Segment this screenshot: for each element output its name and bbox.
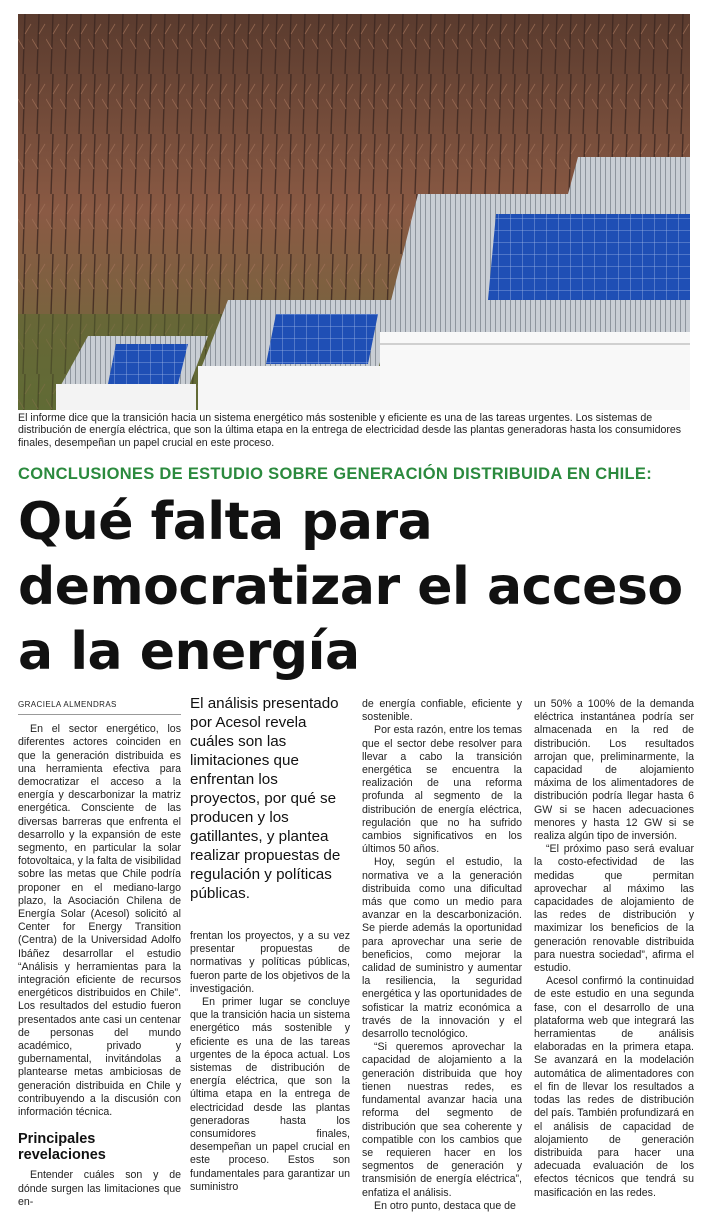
column-1: [18, 698, 181, 1209]
subheading: Principales revelaciones: [18, 1131, 106, 1164]
paragraph: de energía confiable, eficiente y sostenible.: [362, 698, 522, 724]
paragraph: Hoy, según el estudio, la normativa ve a la generación distribuida como una dificultad más que como un medio para avanzar en la descarbonización. Se pierde además la oportunidad para aprovechar una serie de beneficios, como mejorar la calidad de suministro y aumentar la resiliencia, la seguridad energética y las oportunidades de sofisticar la matriz económica a través de la innovación y el desarrollo tecnológico.: [362, 856, 522, 1041]
paragraph: frentan los proyectos, y a su vez presentar propuestas de normativas y políticas públicas, fueron parte de los objetivos de la investigación.: [190, 930, 350, 995]
pull-quote: El análisis presentado por Acesol revela cuáles son las limitaciones que enfrentan los proyectos, por qué se producen y los gatillantes, y plantea realizar propuestas de regulación y políticas públicas.: [190, 695, 341, 902]
paragraph: En el sector energético, los diferentes actores coinciden en que la generación distribuida es una herramienta efectiva para democratizar el acceso a la energía y descarbonizar la matriz energética. Consciente de las diversas barreras que enfrenta el desarrollo y la expansión de este segmento, en particular la solar fotovoltaica, y la falta de visibilidad sobre las metas que Chile podría proponer en el mediano-largo plazo, la Asociación Chilena de Energía Solar (Acesol) solicitó al Center for Energy Transition (Centra) de la Universidad Adolfo Ibáñez desarrollar el estudio “Análisis y herramientas para la integración eficiente de recursos energéticos distribuidos en Chile”. Los resultados del estudio fueron presentados ante casi un centenar de personas del mundo académico, privado y gubernamental, invitándolas a plantearse metas ambiciosas de generación distribuida en Chile y contribuyendo a la discusión con información técnica.: [18, 723, 181, 1119]
paragraph: Acesol confirmó la continuidad de este estudio en una segunda fase, con el desarrollo de una plataforma web que integrará las herramientas de análisis elaboradas en la primera etapa. Se avanzará en la modelación automática de alimentadores con el fin de llevar los resultados a todas las redes de distribución del país. También profundizará en el análisis de capacidad de alojamiento de generación distribuida para hacer una adecuada evaluación de los efectos técnicos que tendrá su masificación en las redes.: [534, 975, 694, 1199]
kicker: CONCLUSIONES DE ESTUDIO SOBRE GENERACIÓN DISTRIBUIDA EN CHILE:: [18, 465, 653, 483]
byline: GRACIELA ALMENDRAS: [18, 698, 181, 715]
paragraph: “El próximo paso será evaluar la costo-efectividad de las medidas que permitan aprovechar al máximo las capacidades de alojamiento de las redes de distribución y maximizar los beneficios de la generación renovable distribuida para nuestra sociedad”, afirma el estudio.: [534, 843, 694, 975]
paragraph: “Si queremos aprovechar la capacidad de alojamiento a la generación distribuida que hoy tienen nuestras redes, es fundamental avanzar hacia una reforma del segmento de distribución que sea coherente y compatible con los cambios que se requieren hacer en los segmentos de generación y transmisión de energía eléctrica”, enfatiza el análisis.: [362, 1041, 522, 1199]
column-4: [534, 698, 694, 1200]
photo-caption: El informe dice que la transición hacia un sistema energético más sostenible y eficiente es una de las tareas urgentes. Los sistemas de distribución de energía eléctrica, que son la última etapa en la entrega de electricidad desde las plantas generadoras hasta los consumidores finales, desempeñan un papel crucial en este proceso.: [18, 412, 682, 449]
paragraph: un 50% a 100% de la demanda eléctrica instantánea podría ser almacenada en la red de distribución. Los resultados arrojan que, preliminarmente, la capacidad de alojamiento máxima de los alimentadores de distribución podría llegar hasta 6 GW si se hacen adecuaciones menores y hasta 12 GW si se realiza algún tipo de inversión.: [534, 698, 694, 843]
paragraph: Entender cuáles son y de dónde surgen las limitaciones que en-: [18, 1169, 181, 1208]
solar-houses-image: [18, 14, 690, 410]
paragraph: En primer lugar se concluye que la transición hacia un sistema energético más sostenible y eficiente es una de las tareas urgentes de la época actual. Los sistemas de distribución de energía eléctrica, que son la última etapa en la entrega de electricidad desde las plantas generadoras hasta los consumidores finales, desempeñan un papel crucial en este proceso. Estos son fundamentales para garantizar un suministro: [190, 996, 350, 1193]
column-3: [362, 698, 522, 1213]
paragraph: Por esta razón, entre los temas que el sector debe resolver para llevar a cabo la transición energética se encuentra la realización de una reforma profunda al segmento de la distribución de energía eléctrica, regulación que no ha sufrido cambios significativos en los últimos 50 años.: [362, 724, 522, 856]
headline: Qué falta para democratizar el acceso a la energía: [18, 492, 683, 682]
photo-credit: EL MERCURIO: [692, 354, 698, 401]
article-photo: [18, 14, 698, 410]
column-2: [190, 930, 350, 1194]
paragraph: En otro punto, destaca que de: [374, 1199, 516, 1212]
